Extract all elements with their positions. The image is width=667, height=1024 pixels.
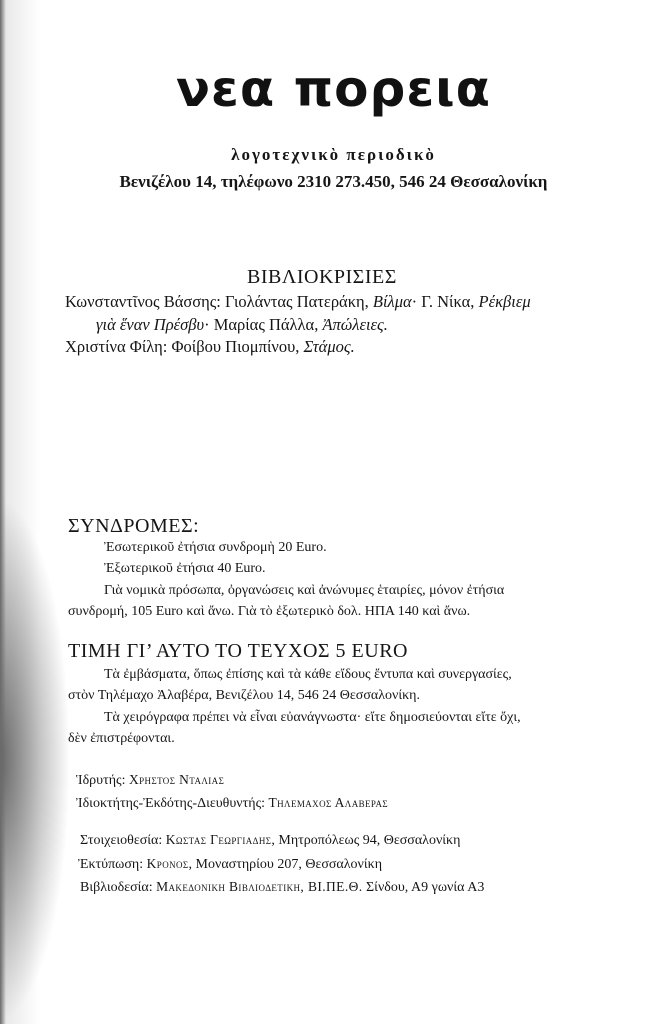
review-reviewer: Κωνσταντῖνος Βάσσης: Γιολάντας Πατεράκη, (65, 292, 373, 311)
review-book-title: Στάμος. (303, 337, 355, 356)
owner-name: Τηλεμαχος Αλαβερας (268, 795, 389, 810)
owner-credit (76, 795, 388, 812)
subscription-line: Ἐσωτερικοῦ ἐτήσια συνδρομὴ 20 Euro. (104, 540, 327, 555)
binding-address: Σίνδου, Α9 γωνία Α3 (362, 880, 485, 895)
reviews-heading: ΒΙΒΛΙΟΚΡΙΣΙΕΣ (247, 266, 397, 288)
subscription-line: συνδρομή, 105 Euro καὶ ἄνω. Γιὰ τὸ ἐξωτερικὸ δολ. ΗΠΑ 140 καὶ ἄνω. (68, 604, 471, 619)
printing-credit (78, 856, 382, 873)
review-text: · Μαρίας Πάλλα, (204, 315, 323, 334)
price-line: Τὰ ἐμβάσματα, ὅπως ἐπίσης καὶ τὰ κάθε εἴδους ἔντυπα καὶ συνεργασίες, (104, 667, 512, 682)
binding-name: Μακεδονικη Βιβλιοδετικη, ΒΙ.ΠΕ.Θ. (156, 879, 363, 894)
typesetting-label: Στοιχειοθεσία: (80, 833, 166, 848)
founder-label: Ἱδρυτής: (76, 773, 129, 788)
review-book-title: Βίλμα (372, 292, 412, 311)
price-line: δὲν ἐπιστρέφονται. (68, 731, 175, 746)
price-line: στὸν Τηλέμαχο Ἀλαβέρα, Βενιζέλου 14, 546 24 Θεσσαλονίκη. (68, 688, 420, 703)
review-reviewer: Χριστίνα Φίλη: Φοίβου Πιομπίνου, (65, 337, 304, 356)
typesetting-name: Κωστας Γεωργιαδης (165, 832, 272, 847)
magazine-subtitle: λογοτεχνικὸ περιοδικὸ (231, 145, 436, 164)
printing-label: Ἐκτύπωση: (78, 857, 147, 872)
printing-name: Κρονος (146, 856, 189, 871)
binding-credit (80, 879, 484, 896)
review-book-title: γιὰ ἕναν Πρέσβυ (96, 315, 205, 334)
price-heading: ΤΙΜΗ ΓΙ’ ΑΥΤΟ ΤΟ ΤΕΥΧΟΣ 5 EURO (68, 640, 408, 662)
review-book-title: Ρέκβιεμ (478, 292, 531, 311)
review-entry (65, 337, 355, 357)
review-entry (65, 292, 531, 312)
subscriptions-heading: ΣΥΝΔΡΟΜΕΣ: (68, 515, 200, 537)
subscription-line: Ἐξωτερικοῦ ἐτήσια 40 Euro. (104, 561, 266, 576)
typesetting-credit (80, 832, 460, 849)
magazine-masthead: νεα πορεια (175, 60, 491, 118)
review-book-title: Ἀπώλειες. (322, 315, 388, 334)
binding-label: Βιβλιοδεσία: (80, 880, 157, 895)
owner-label: Ἰδιοκτήτης-Ἐκδότης-Διευθυντής: (76, 796, 269, 811)
typesetting-address: , Μητροπόλεως 94, Θεσσαλονίκη (271, 833, 461, 848)
price-line: Τὰ χειρόγραφα πρέπει νὰ εἶναι εὐανάγνωστα· εἴτε δημοσιεύονται εἴτε ὄχι, (104, 710, 521, 725)
review-entry-continuation (96, 315, 388, 335)
subscription-line: Γιὰ νομικὰ πρόσωπα, ὀργανώσεις καὶ ἀνώνυμες ἑταιρίες, μόνον ἐτήσια (104, 583, 505, 598)
printing-address: , Μοναστηρίου 207, Θεσσαλονίκη (188, 857, 383, 872)
founder-credit (76, 772, 224, 789)
founder-name: Χρηστος Νταλιας (128, 772, 225, 787)
review-text: · Γ. Νίκα, (411, 292, 479, 311)
magazine-address: Βενιζέλου 14, τηλέφωνο 2310 273.450, 546 24 Θεσσαλονίκη (119, 172, 548, 191)
